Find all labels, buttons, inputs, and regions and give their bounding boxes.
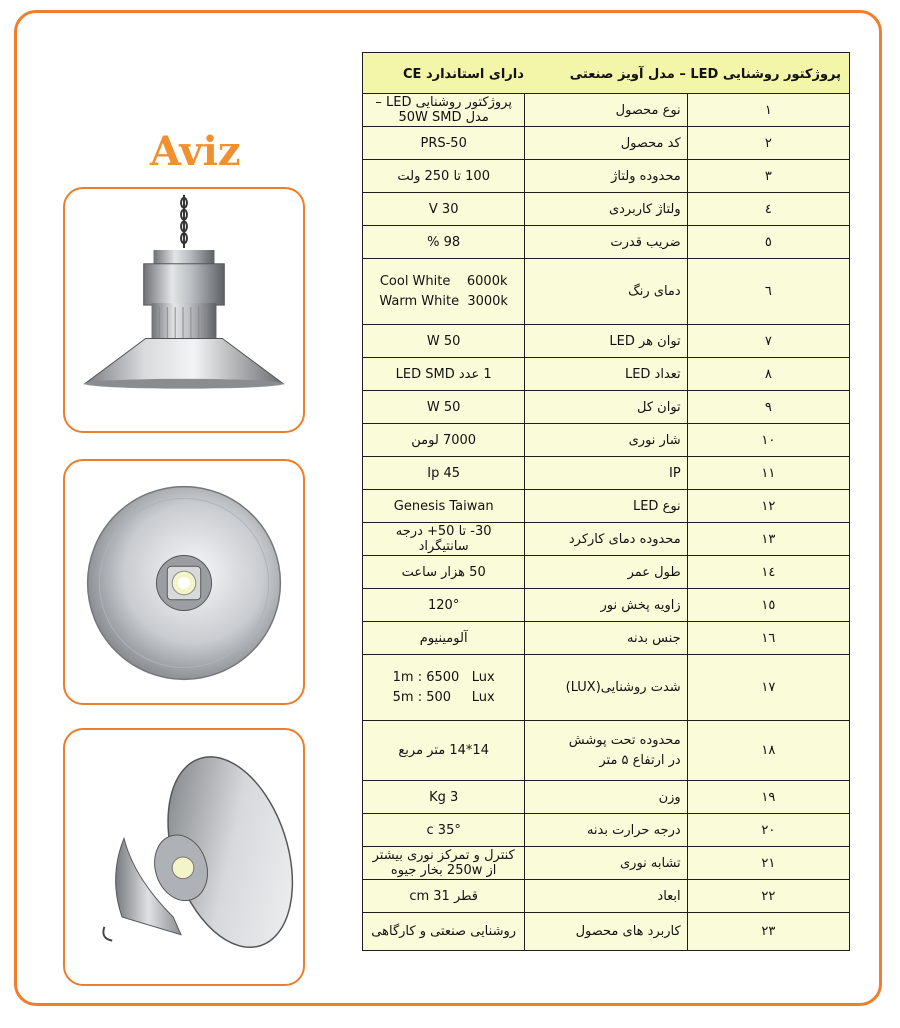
lamp-bottom-view-illustration <box>65 461 303 703</box>
spec-row <box>363 490 850 523</box>
spec-row-label: IP <box>525 457 687 490</box>
spec-row <box>363 127 850 160</box>
spec-row-value: 14*14 متر مربع <box>363 721 525 781</box>
spec-row-value: 100 تا 250 ولت <box>363 160 525 193</box>
spec-row-label-line2: در ارتفاع ۵ متر <box>599 752 681 768</box>
spec-row-label-line1: محدوده تحت پوشش <box>568 732 681 748</box>
spec-row <box>363 391 850 424</box>
spec-row <box>363 94 850 127</box>
spec-row <box>363 589 850 622</box>
spec-row <box>363 523 850 556</box>
spec-row-label: شار نوری <box>525 424 687 457</box>
spec-row-label: محدوده ولتاژ <box>525 160 687 193</box>
spec-row-value: آلومینیوم <box>363 622 525 655</box>
spec-row <box>363 457 850 490</box>
standard-label: دارای استاندارد CE <box>403 67 524 82</box>
spec-row-value-line1: Cool White 6000k <box>379 273 508 289</box>
spec-row <box>363 259 850 325</box>
spec-row-number: ۱٦ <box>687 622 849 655</box>
spec-row-number: ۳ <box>687 160 849 193</box>
spec-row <box>363 814 850 847</box>
spec-row-number: ۸ <box>687 358 849 391</box>
spec-row-label: نوع محصول <box>525 94 687 127</box>
spec-row-number: ۱ <box>687 94 849 127</box>
spec-row-label: وزن <box>525 781 687 814</box>
spec-row-number: ۲۲ <box>687 880 849 913</box>
spec-row <box>363 160 850 193</box>
spec-row <box>363 622 850 655</box>
spec-row-value: PRS-50 <box>363 127 525 160</box>
spec-table-header <box>363 53 850 94</box>
spec-row-label: محدوده دمای کارکرد <box>525 523 687 556</box>
spec-row-label: توان هر LED <box>525 325 687 358</box>
spec-row-value: Genesis Taiwan <box>363 490 525 523</box>
brand-logo-text: Aviz <box>150 128 241 175</box>
spec-row-value: 50 هزار ساعت <box>363 556 525 589</box>
spec-row-number: ۱۸ <box>687 721 849 781</box>
spec-row-value: روشنایی صنعتی و کارگاهی <box>363 913 525 951</box>
spec-row-value: 50 W <box>363 391 525 424</box>
lamp-angled-illustration <box>65 730 303 984</box>
spec-row-label: تشابه نوری <box>525 847 687 880</box>
spec-row-label: دمای رنگ <box>525 259 687 325</box>
spec-row <box>363 655 850 721</box>
spec-row-label: جنس بدنه <box>525 622 687 655</box>
spec-row-number: ۲۰ <box>687 814 849 847</box>
spec-row-number: ۱۹ <box>687 781 849 814</box>
spec-row-number: ۱٤ <box>687 556 849 589</box>
spec-row <box>363 556 850 589</box>
spec-row-value: 30- تا 50+ درجه سانتیگراد <box>363 523 525 556</box>
spec-row-label: تعداد LED <box>525 358 687 391</box>
spec-row-value: 1 عدد LED SMD <box>363 358 525 391</box>
spec-row-number: ۱۷ <box>687 655 849 721</box>
spec-row <box>363 424 850 457</box>
spec-row-number: ۲۱ <box>687 847 849 880</box>
spec-row <box>363 721 850 781</box>
spec-row-value-line2: 5m : 500 Lux <box>392 689 495 705</box>
spec-row-number: ۲ <box>687 127 849 160</box>
spec-row <box>363 847 850 880</box>
spec-row <box>363 226 850 259</box>
spec-row-label: نوع LED <box>525 490 687 523</box>
spec-row-number: ٥ <box>687 226 849 259</box>
spec-row-number: ٤ <box>687 193 849 226</box>
spec-row-label: زاویه پخش نور <box>525 589 687 622</box>
spec-row-value-line1: 1m : 6500 Lux <box>392 669 495 685</box>
spec-row-value: 7000 لومن <box>363 424 525 457</box>
spec-row-number: ۱٥ <box>687 589 849 622</box>
hanging-lamp-illustration <box>65 189 303 431</box>
spec-row-number: ۹ <box>687 391 849 424</box>
spec-row-label: ضریب قدرت <box>525 226 687 259</box>
spec-row-label: کاربرد های محصول <box>525 913 687 951</box>
spec-row-label <box>525 721 687 781</box>
spec-row-value: 120° <box>363 589 525 622</box>
spec-row-label: ابعاد <box>525 880 687 913</box>
spec-row-number: ۷ <box>687 325 849 358</box>
product-title: پروژکتور روشنایی LED – مدل آویز صنعتی <box>569 67 841 82</box>
spec-row-value: 98 % <box>363 226 525 259</box>
product-photo-hanging <box>63 187 305 433</box>
spec-row-value <box>363 259 525 325</box>
spec-row-value: 50 W <box>363 325 525 358</box>
spec-row-number: ۱۰ <box>687 424 849 457</box>
spec-row-label: شدت روشنایی(LUX) <box>525 655 687 721</box>
spec-row-value: 30 V <box>363 193 525 226</box>
spec-row-label: درجه حرارت بدنه <box>525 814 687 847</box>
spec-row <box>363 325 850 358</box>
spec-row-label: طول عمر <box>525 556 687 589</box>
spec-row-number: ۲۳ <box>687 913 849 951</box>
spec-row-number: ۱۱ <box>687 457 849 490</box>
spec-row-number: ۱۳ <box>687 523 849 556</box>
product-photo-bottom-view <box>63 459 305 705</box>
spec-row-value: پروژکتور روشنایی LED – مدل 50W SMD <box>363 94 525 127</box>
spec-row <box>363 193 850 226</box>
spec-row-value <box>363 655 525 721</box>
spec-row-value: کنترل و تمرکز نوری بیشتر از 250w بخار جیوه <box>363 847 525 880</box>
spec-row <box>363 880 850 913</box>
spec-row <box>363 781 850 814</box>
spec-row <box>363 358 850 391</box>
spec-row-value-line2: Warm White 3000k <box>379 293 508 309</box>
spec-row-number: ٦ <box>687 259 849 325</box>
spec-row-label: کد محصول <box>525 127 687 160</box>
spec-row-label: توان کل <box>525 391 687 424</box>
spec-row-number: ۱۲ <box>687 490 849 523</box>
spec-row <box>363 913 850 951</box>
spec-table <box>362 52 850 951</box>
spec-row-value: قطر 31 cm <box>363 880 525 913</box>
spec-row-value: 3 Kg <box>363 781 525 814</box>
spec-row-value: Ip 45 <box>363 457 525 490</box>
spec-row-label: ولتاژ کاربردی <box>525 193 687 226</box>
product-photo-angled <box>63 728 305 986</box>
spec-row-value: 35° c <box>363 814 525 847</box>
